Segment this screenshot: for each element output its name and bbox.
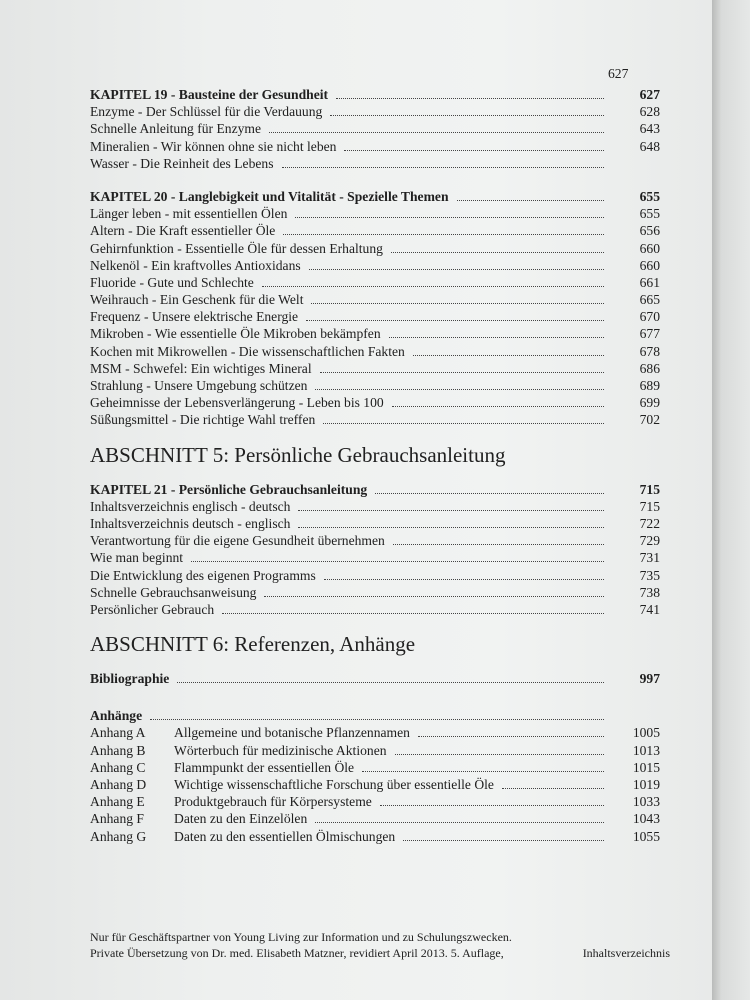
- appendix-label: Anhang G: [90, 828, 147, 844]
- entry-page: 661: [639, 274, 660, 290]
- leader-dots: [150, 719, 604, 720]
- entry-page: 699: [639, 395, 660, 411]
- toc-entry: [90, 549, 660, 566]
- toc-entry: [90, 155, 660, 172]
- table-of-contents: [90, 64, 660, 845]
- entry-page: 677: [639, 326, 660, 342]
- entry-page: 1019: [632, 777, 660, 792]
- page-footer: [90, 929, 670, 961]
- appendix-label: Anhang E: [90, 794, 145, 810]
- entry-title: Mineralien - Wir können ohne sie nicht leben: [90, 138, 337, 154]
- toc-entry: [90, 257, 660, 274]
- entry-page: 715: [639, 498, 660, 514]
- footer-line-2: Private Übersetzung von Dr. med. Elisabeth Matzner, revidiert April 2013. 5. Auflage,: [90, 946, 504, 960]
- entry-title: Produktgebrauch für Körpersysteme: [174, 794, 372, 810]
- entry-title: Nelkenöl - Ein kraftvolles Antioxidans: [90, 257, 301, 273]
- entry-title: Die Entwicklung des eigenen Programms: [90, 567, 316, 583]
- leader-dots: [295, 217, 604, 218]
- page-number: 627: [608, 66, 629, 81]
- leader-dots: [320, 372, 604, 373]
- appendix-entry: [90, 759, 660, 776]
- leader-dots: [222, 613, 604, 614]
- chapter-19-entries: [90, 103, 660, 172]
- appendix-label: Anhang B: [90, 742, 146, 758]
- leader-dots: [298, 527, 604, 528]
- entry-title: Geheimnisse der Lebensverlängerung - Leben bis 100: [90, 395, 384, 411]
- entry-title: Wichtige wissenschaftliche Forschung über essentielle Öle: [174, 777, 494, 792]
- leader-dots: [323, 423, 604, 424]
- appendix-entries: [90, 724, 660, 844]
- toc-entry: [90, 291, 660, 308]
- leader-dots: [336, 98, 604, 99]
- toc-entry: [90, 325, 660, 342]
- toc-entry: [90, 308, 660, 325]
- entry-page: 729: [639, 533, 660, 549]
- leader-dots: [344, 150, 604, 151]
- toc-entry: [90, 120, 660, 137]
- entry-page: 643: [639, 121, 660, 137]
- entry-page: 670: [639, 309, 660, 325]
- toc-entry: [90, 515, 660, 532]
- leader-dots: [264, 596, 604, 597]
- leader-dots: [191, 561, 604, 562]
- entry-title: Strahlung - Unsere Umgebung schützen: [90, 378, 308, 393]
- entry-title: Daten zu den essentiellen Ölmischungen: [174, 828, 396, 844]
- entry-page: 689: [639, 378, 660, 393]
- entry-page: 738: [639, 584, 660, 600]
- leader-dots: [269, 132, 604, 133]
- entry-page: 731: [639, 550, 660, 566]
- entry-title: Wörterbuch für medizinische Aktionen: [174, 742, 387, 758]
- entry-page: 1055: [632, 828, 660, 844]
- leader-dots: [457, 200, 604, 201]
- entry-page: 686: [639, 360, 660, 376]
- toc-entry: [90, 222, 660, 239]
- leader-dots: [375, 493, 604, 494]
- toc-entry: [90, 601, 660, 618]
- entry-title: Fluoride - Gute und Schlechte: [90, 274, 254, 290]
- chapter-20-entries: [90, 205, 660, 428]
- leader-dots: [391, 252, 604, 253]
- leader-dots: [324, 579, 604, 580]
- bibliography-entry: Bibliographie 997: [90, 671, 660, 687]
- entry-page: 741: [639, 601, 660, 617]
- entry-page: 678: [639, 343, 660, 359]
- leader-dots: [392, 406, 604, 407]
- appendix-label: Anhang C: [90, 759, 146, 775]
- entry-title: Frequenz - Unsere elektrische Energie: [90, 309, 299, 325]
- leader-dots: [362, 771, 604, 772]
- entry-title: Verantwortung für die eigene Gesundheit übernehmen: [90, 533, 385, 549]
- entry-title: Weihrauch - Ein Geschenk für die Welt: [90, 292, 304, 308]
- entry-title: Länger leben - mit essentiellen Ölen: [90, 206, 288, 222]
- appendix-entry: [90, 776, 660, 793]
- entry-title: Enzyme - Der Schlüssel für die Verdauung: [90, 104, 323, 120]
- entry-page: 628: [639, 104, 660, 120]
- leader-dots: [502, 788, 604, 789]
- leader-dots: [380, 805, 604, 806]
- leader-dots: [413, 355, 604, 356]
- toc-entry: [90, 240, 660, 257]
- appendix-entry: [90, 724, 660, 741]
- entry-page: 660: [639, 257, 660, 273]
- entry-title: Mikroben - Wie essentielle Öle Mikroben bekämpfen: [90, 326, 381, 342]
- entry-page: 1033: [632, 794, 660, 810]
- leader-dots: [330, 115, 604, 116]
- entry-page: 702: [639, 412, 660, 428]
- appendix-entry: [90, 810, 660, 827]
- entry-page: 665: [639, 292, 660, 308]
- entry-page: 1043: [632, 811, 660, 827]
- footer-section-label: Inhaltsverzeichnis: [582, 946, 670, 960]
- appendix-label: Anhang F: [90, 811, 144, 827]
- leader-dots: [395, 754, 604, 755]
- entry-title: Allgemeine und botanische Pflanzennamen: [174, 725, 410, 741]
- appendices-heading: Anhänge: [90, 707, 660, 724]
- toc-entry: [90, 205, 660, 222]
- toc-entry: [90, 274, 660, 291]
- toc-entry: [90, 584, 660, 601]
- leader-dots: [389, 337, 604, 338]
- appendix-label: Anhang D: [90, 777, 147, 792]
- entry-title: Altern - Die Kraft essentieller Öle: [90, 223, 276, 239]
- toc-entry: [90, 567, 660, 584]
- leader-dots: [418, 736, 604, 737]
- toc-entry: [90, 343, 660, 360]
- entry-title: Daten zu den Einzelölen: [174, 811, 308, 827]
- entry-title: MSM - Schwefel: Ein wichtiges Mineral: [90, 360, 312, 376]
- chapter-19-heading: KAPITEL 19 - Bausteine der Gesundheit 627: [90, 87, 660, 102]
- appendix-entry: [90, 828, 660, 845]
- entry-page: 1005: [632, 725, 660, 741]
- section-6-title: ABSCHNITT 6: Referenzen, Anhänge: [90, 632, 416, 657]
- leader-dots: [403, 840, 604, 841]
- chapter-21-heading: KAPITEL 21 - Persönliche Gebrauchsanleitung 715: [90, 481, 660, 497]
- entry-title: Schnelle Gebrauchsanweisung: [90, 584, 257, 600]
- entry-title: Flammpunkt der essentiellen Öle: [174, 759, 355, 775]
- leader-dots: [315, 822, 604, 823]
- appendix-entry: [90, 742, 660, 759]
- entry-title: Wie man beginnt: [90, 550, 184, 566]
- entry-page: 648: [639, 138, 660, 154]
- leader-dots: [393, 544, 604, 545]
- entry-page: 722: [639, 515, 660, 531]
- toc-entry: [90, 138, 660, 155]
- entry-title: Persönlicher Gebrauch: [90, 601, 215, 617]
- leader-dots: [311, 303, 604, 304]
- entry-page: 1015: [632, 759, 660, 775]
- toc-entry: [90, 394, 660, 411]
- section-5-title: ABSCHNITT 5: Persönliche Gebrauchsanleitung: [90, 442, 506, 467]
- leader-dots: [282, 167, 605, 168]
- leader-dots: [262, 286, 604, 287]
- entry-page: 660: [639, 240, 660, 256]
- toc-entry: [90, 377, 660, 394]
- entry-page: 655: [639, 206, 660, 222]
- next-page-edge: [712, 0, 750, 1000]
- appendix-label: Anhang A: [90, 725, 146, 741]
- chapter-21-entries: [90, 498, 660, 618]
- entry-title: Schnelle Anleitung für Enzyme: [90, 121, 262, 137]
- leader-dots: [283, 234, 604, 235]
- entry-title: Wasser - Die Reinheit des Lebens: [90, 155, 274, 171]
- entry-title: Inhaltsverzeichnis deutsch - englisch: [90, 515, 291, 531]
- entry-page: 735: [639, 567, 660, 583]
- entry-title: Süßungsmittel - Die richtige Wahl treffen: [90, 412, 316, 428]
- toc-entry: [90, 360, 660, 377]
- toc-entry: [90, 411, 660, 428]
- chapter-20-heading: KAPITEL 20 - Langlebigkeit und Vitalität - Spezielle Themen 655: [90, 188, 660, 204]
- leader-dots: [309, 269, 604, 270]
- entry-page: 656: [639, 223, 660, 239]
- entry-page: 1013: [632, 742, 660, 758]
- leader-dots: [315, 389, 604, 390]
- entry-title: Kochen mit Mikrowellen - Die wissenschaftlichen Fakten: [90, 343, 405, 359]
- leader-dots: [177, 682, 604, 683]
- toc-entry: [90, 498, 660, 515]
- toc-entry: [90, 103, 660, 120]
- leader-dots: [298, 510, 604, 511]
- entry-title: Inhaltsverzeichnis englisch - deutsch: [90, 498, 291, 514]
- entry-title: Gehirnfunktion - Essentielle Öle für dessen Erhaltung: [90, 240, 383, 256]
- appendix-entry: [90, 793, 660, 810]
- toc-entry: [90, 532, 660, 549]
- leader-dots: [306, 320, 604, 321]
- footer-line-1: Nur für Geschäftspartner von Young Living zur Information und zu Schulungszwecken.: [90, 930, 512, 944]
